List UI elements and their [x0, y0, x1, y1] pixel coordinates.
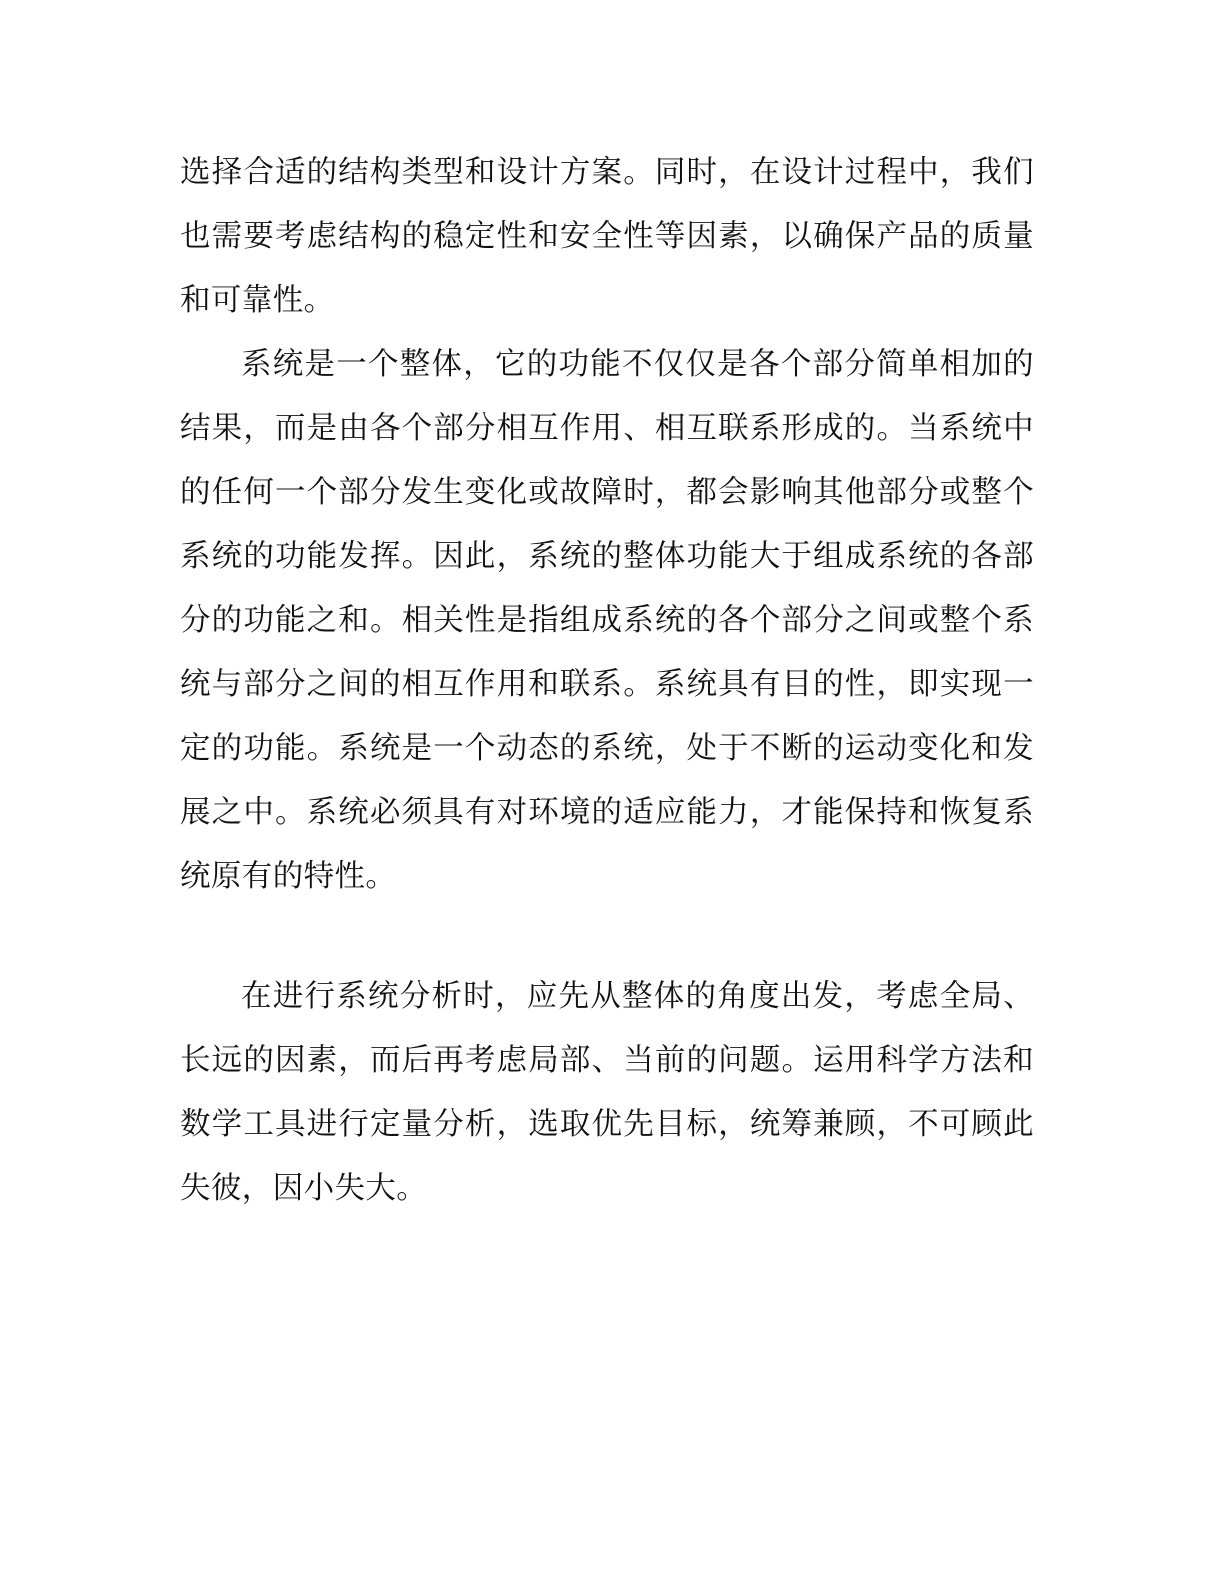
paragraph-system-overview [180, 333, 1034, 909]
paragraph-text: 在进行系统分析时，应先从整体的角度出发，考虑全局、长远的因素，而后再考虑局部、当前的问题。运用科学方法和数学工具进行定量分析，选取优先目标，统筹兼顾，不可顾此失彼，因小失大。 [180, 979, 1034, 1206]
paragraph-text: 选择合适的结构类型和设计方案。同时，在设计过程中，我们也需要考虑结构的稳定性和安全性等因素，以确保产品的质量和可靠性。 [180, 155, 1034, 318]
paragraph-continuation [180, 141, 1034, 333]
paragraph-text: 系统是一个整体，它的功能不仅仅是各个部分简单相加的结果，而是由各个部分相互作用、相互联系形成的。当系统中的任何一个部分发生变化或故障时，都会影响其他部分或整个系统的功能发挥。因此，系统的整体功能大于组成系统的各部分的功能之和。相关性是指组成系统的各个部分之间或整个系统与部分之间的相互作用和联系。系统具有目的性，即实现一定的功能。系统是一个动态的系统，处于不断的运动变化和发展之中。系统必须具有对环境的适应能力，才能保持和恢复系统原有的特性。 [180, 347, 1034, 894]
paragraph-system-analysis [180, 965, 1034, 1221]
